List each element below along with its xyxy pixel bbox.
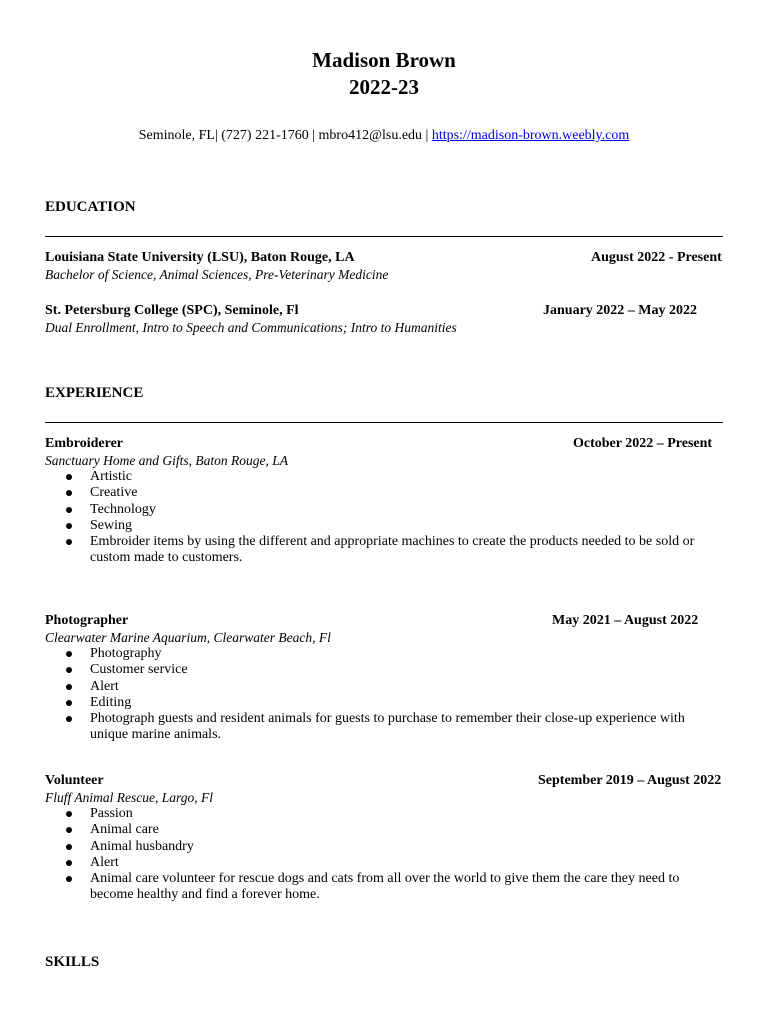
bullet-item — [45, 518, 725, 534]
bullet-text: Customer service — [90, 662, 188, 678]
job-org: Sanctuary Home and Gifts, Baton Rouge, LA — [45, 453, 288, 468]
bullet-dot-icon — [66, 684, 72, 690]
resume-name: Madison Brown — [312, 48, 456, 72]
bullet-dot-icon — [66, 474, 72, 480]
bullet-item — [45, 806, 725, 822]
bullet-dot-icon — [66, 651, 72, 657]
bullet-text: Animal care volunteer for rescue dogs and cats from all over the world to give them the care they need to become healthy and find a forever home. — [90, 871, 680, 903]
bullet-dot-icon — [66, 811, 72, 817]
education-detail: Bachelor of Science, Animal Sciences, Pre-Veterinary Medicine — [45, 267, 389, 282]
education-heading: EDUCATION — [45, 199, 136, 215]
contact-text: Seminole, FL| (727) 221-1760 | mbro412@lsu.edu | — [138, 128, 432, 143]
job-title: Embroiderer — [45, 436, 124, 451]
bullet-text: Artistic — [90, 469, 132, 484]
bullet-item — [45, 679, 725, 695]
education-school: Louisiana State University (LSU), Baton Rouge, LA — [45, 250, 355, 265]
bullet-text: Alert — [90, 678, 119, 694]
education-detail: Dual Enrollment, Intro to Speech and Communications; Intro to Humanities — [45, 320, 457, 335]
job-bullets — [45, 806, 725, 904]
job-org: Fluff Animal Rescue, Largo, Fl — [45, 790, 213, 805]
skills-heading: SKILLS — [45, 954, 100, 970]
bullet-text: Alert — [90, 854, 119, 870]
bullet-item — [45, 662, 725, 678]
bullet-item — [45, 871, 725, 904]
experience-heading: EXPERIENCE — [45, 385, 144, 401]
bullet-text: Editing — [90, 694, 132, 710]
bullet-text: Creative — [90, 485, 138, 501]
bullet-item — [45, 695, 725, 711]
job-dates: May 2021 – August 2022 — [552, 613, 699, 628]
job-dates: October 2022 – Present — [573, 436, 713, 451]
job-dates: September 2019 – August 2022 — [538, 773, 722, 788]
bullet-item — [45, 646, 725, 662]
website-link[interactable]: https://madison-brown.weebly.com — [431, 128, 630, 143]
bullet-dot-icon — [66, 700, 72, 706]
job-title: Volunteer — [45, 773, 104, 788]
job-bullets — [45, 469, 725, 567]
bullet-dot-icon — [66, 523, 72, 529]
bullet-item — [45, 822, 725, 838]
bullet-text: Photography — [90, 646, 162, 661]
bullet-dot-icon — [66, 844, 72, 850]
bullet-item — [45, 502, 725, 518]
bullet-dot-icon — [66, 539, 72, 545]
bullet-text: Sewing — [90, 517, 132, 533]
experience-divider — [45, 422, 723, 423]
bullet-text: Photograph guests and resident animals for guests to purchase to remember their close-up experience with unique marine animals. — [90, 711, 685, 743]
job-title: Photographer — [45, 613, 129, 628]
bullet-dot-icon — [66, 876, 72, 882]
education-divider — [45, 236, 723, 237]
contact-line — [0, 128, 768, 144]
bullet-dot-icon — [66, 667, 72, 673]
bullet-text: Animal care — [90, 822, 159, 838]
job-bullets — [45, 646, 725, 744]
bullet-item — [45, 711, 725, 744]
bullet-text: Technology — [90, 501, 156, 517]
bullet-item — [45, 485, 725, 501]
bullet-item — [45, 534, 725, 567]
education-school: St. Petersburg College (SPC), Seminole, Fl — [45, 303, 299, 318]
bullet-text: Animal husbandry — [90, 838, 194, 854]
job-org: Clearwater Marine Aquarium, Clearwater Beach, Fl — [45, 630, 331, 645]
bullet-dot-icon — [66, 827, 72, 833]
education-dates: January 2022 – May 2022 — [543, 303, 697, 318]
bullet-text: Embroider items by using the different and appropriate machines to create the products needed to be sold or custom made to customers. — [90, 534, 695, 566]
bullet-dot-icon — [66, 490, 72, 496]
bullet-item — [45, 855, 725, 871]
resume-year: 2022-23 — [349, 75, 419, 99]
bullet-dot-icon — [66, 860, 72, 866]
bullet-dot-icon — [66, 507, 72, 513]
bullet-item — [45, 469, 725, 485]
bullet-dot-icon — [66, 716, 72, 722]
bullet-text: Passion — [90, 806, 133, 821]
bullet-item — [45, 839, 725, 855]
education-dates: August 2022 - Present — [591, 250, 722, 265]
